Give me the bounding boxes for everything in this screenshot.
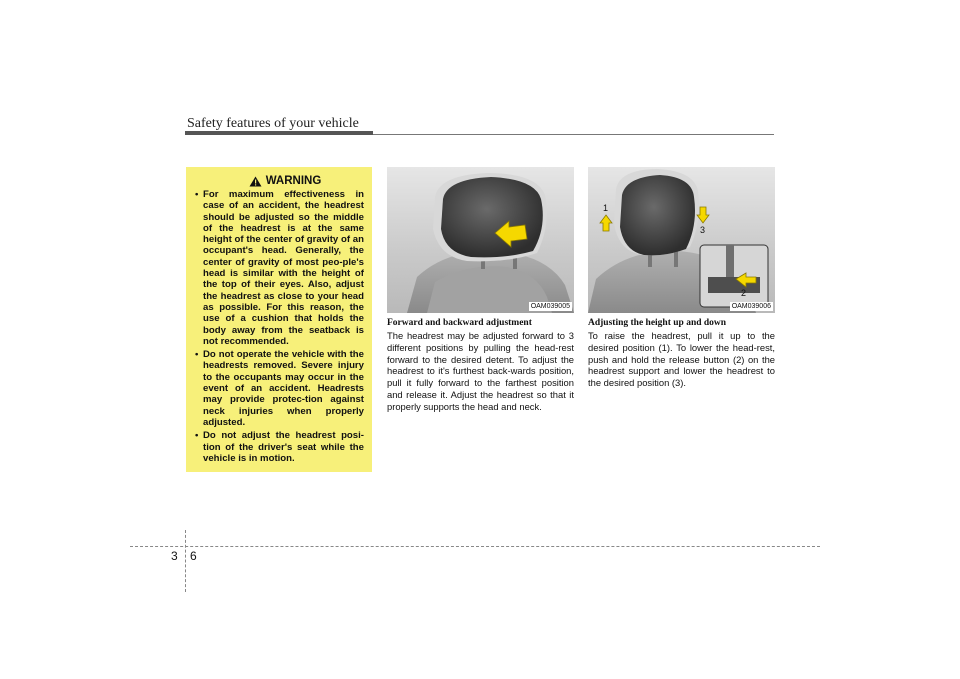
warning-item-3: • Do not adjust the headrest posi-tion of the driver's seat while the vehicle is in motion.: [192, 430, 364, 464]
height-adjustment-heading: Adjusting the height up and down: [588, 318, 727, 328]
label-1: 1: [603, 203, 609, 213]
raise-arrow-icon: [600, 215, 612, 231]
page-chapter-number: 3: [171, 549, 178, 563]
footer-rule: [130, 546, 820, 547]
warning-item-1: • For maximum effectiveness in case of an accident, the headrest should be adjusted so the middle of the headrest is at the same height of the center of gravity of an occupant's head. Generally, the center of gravity of most peo-ple's head is similar with the height of the top of their eyes. Also, adjust the headrest as close to your head as possible. For this reason, the use of a cushion that holds the body away from the seatback is not recommended.: [192, 189, 364, 347]
forward-adjustment-body: The headrest may be adjusted forward to 3 different positions by pulling the head-rest forward to the desired detent. To adjust the headrest to it's furthest back-wards position, pull it fully forward to the farthest position and release it. Adjust the headrest so that it properly supports the head and neck.: [387, 330, 574, 412]
warning-item-2: • Do not operate the vehicle with the headrests removed. Severe injury to the occupants may occur in the event of an accident. Headrests may provide protec-tion against neck injuries when properly adjusted.: [192, 349, 364, 428]
height-adjustment-body: To raise the headrest, pull it up to the desired position (1). To lower the head-rest, push and hold the release button (2) on the headrest support and lower the headrest to the desired position (3).: [588, 330, 775, 389]
figure-code-right: OAM039006: [731, 303, 771, 310]
warning-heading: WARNING: [265, 175, 322, 187]
warning-heading-row: [206, 175, 364, 187]
figure-code-left: OAM039005: [530, 303, 570, 310]
release-button-inset: [700, 245, 768, 307]
headrest-forward-illustration: [387, 167, 574, 313]
forward-adjustment-section: [387, 318, 574, 413]
warning-list: [192, 189, 364, 464]
headrest-height-figure: [588, 167, 775, 313]
header-bar: [185, 131, 373, 135]
label-3: 3: [700, 225, 706, 235]
warning-box: [186, 167, 372, 472]
headrest-forward-figure: [387, 167, 574, 313]
page-header-title: Safety features of your vehicle: [187, 116, 359, 131]
page-number: 6: [190, 549, 197, 563]
height-adjustment-section: [588, 318, 775, 389]
label-2: 2: [741, 288, 747, 298]
headrest-height-illustration: [588, 167, 775, 313]
forward-adjustment-heading: Forward and backward adjustment: [387, 318, 532, 328]
header-rule: [373, 134, 774, 135]
footer-divider: [185, 530, 186, 592]
warning-triangle-icon: [249, 176, 262, 187]
